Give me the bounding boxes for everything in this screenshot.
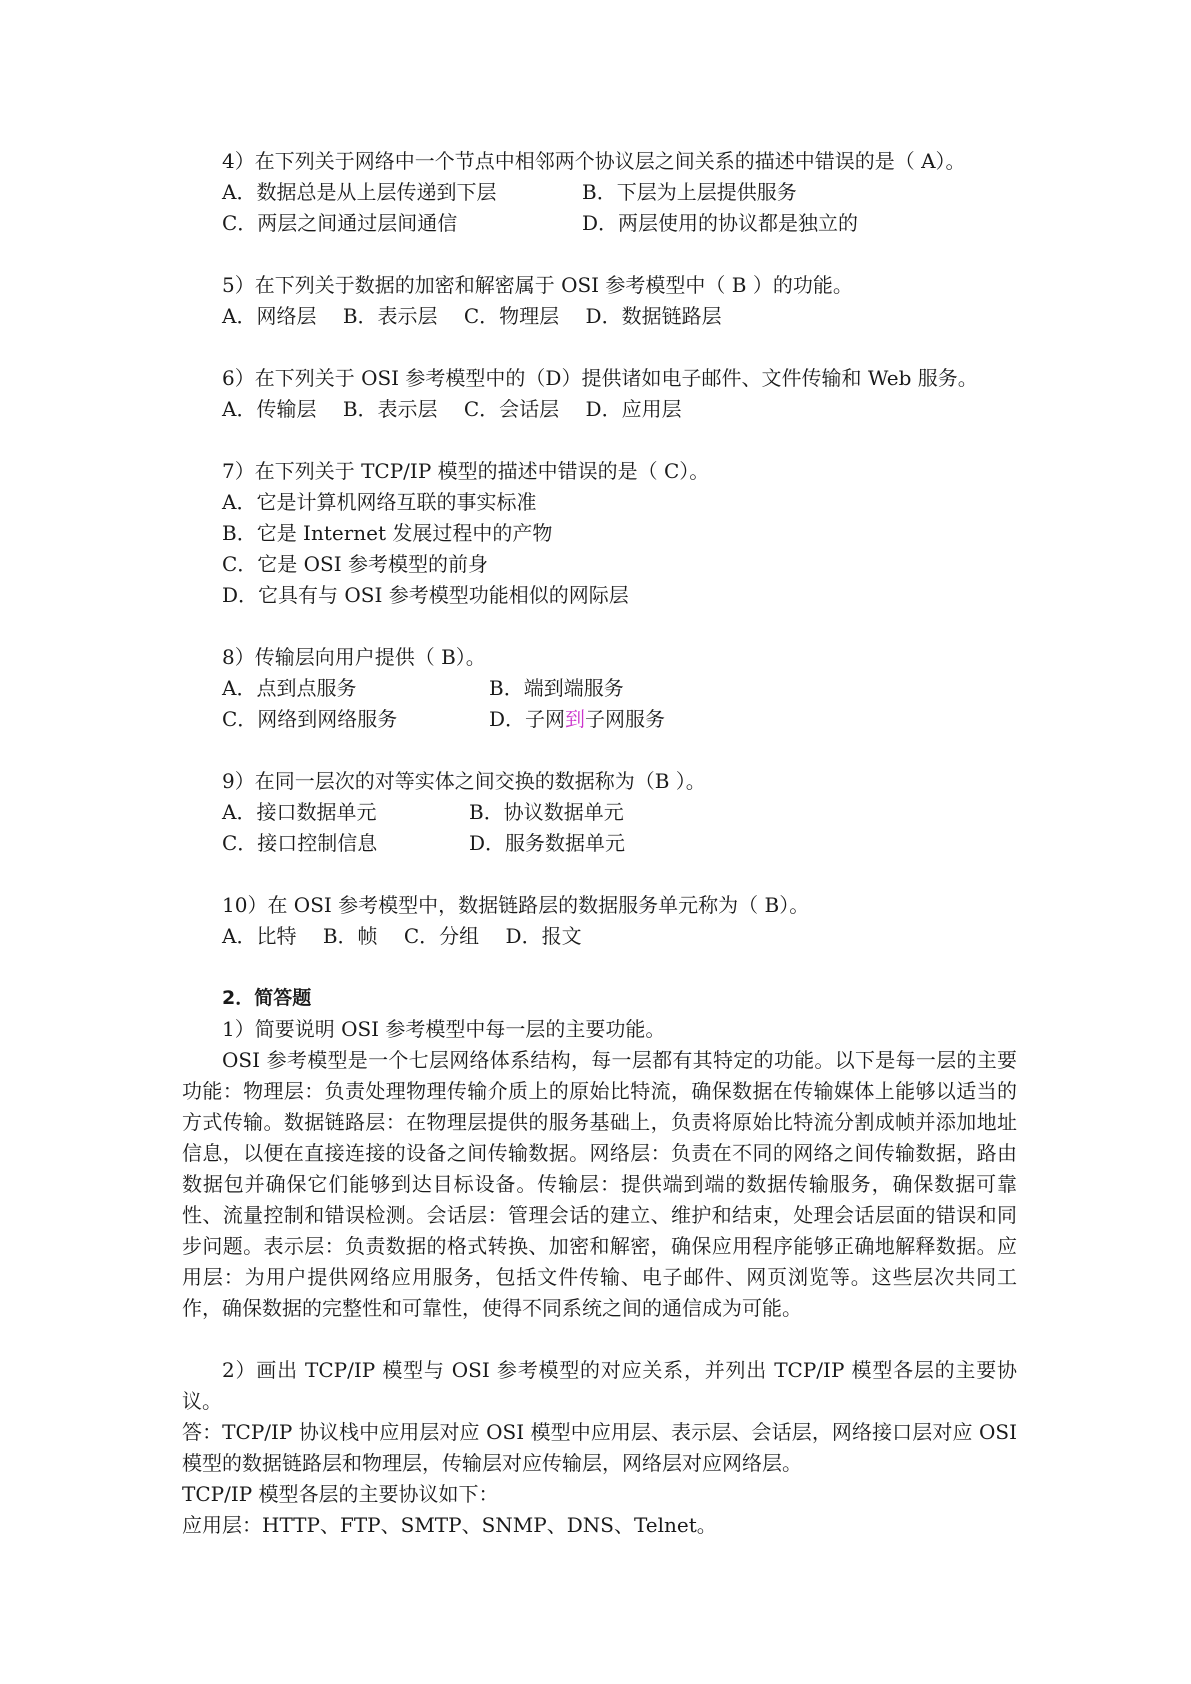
option-d: D．报文 (505, 924, 582, 948)
question-stem: 6）在下列关于 OSI 参考模型中的（D）提供诸如电子邮件、文件传输和 Web 服务。 (222, 366, 978, 390)
question-stem: 9）在同一层次的对等实体之间交换的数据称为（B ）。 (222, 769, 706, 793)
option-d-suffix: 子网服务 (585, 707, 666, 731)
option-row (182, 177, 1017, 208)
question-stem: 10）在 OSI 参考模型中，数据链路层的数据服务单元称为（ B）。 (222, 893, 810, 917)
option-row (182, 921, 1017, 952)
spacer (182, 1324, 1017, 1355)
option-c: C．会话层 (463, 397, 560, 421)
option-row (182, 673, 1017, 704)
option-d: D．它具有与 OSI 参考模型功能相似的网际层 (222, 583, 629, 607)
option-a: A．它是计算机网络互联的事实标准 (222, 490, 537, 514)
question-6 (182, 363, 1017, 425)
option-a: A．接口数据单元 (222, 800, 377, 824)
short-answer-question-1: 1）简要说明 OSI 参考模型中每一层的主要功能。 (222, 1017, 666, 1041)
option-row (182, 301, 1017, 332)
option-b: B．它是 Internet 发展过程中的产物 (222, 521, 553, 545)
option-b: B．表示层 (342, 304, 438, 328)
application-layer-protocols: 应用层：HTTP、FTP、SMTP、SNMP、DNS、Telnet。 (182, 1513, 717, 1537)
option-row (182, 208, 1017, 239)
question-4 (182, 146, 1017, 239)
option-c: C．两层之间通过层间通信 (222, 211, 458, 235)
option-a: A．比特 (222, 924, 297, 948)
option-b: B．协议数据单元 (469, 800, 624, 824)
question-7 (182, 456, 1017, 611)
document-content (182, 146, 1017, 1541)
option-c: C．分组 (403, 924, 480, 948)
option-c: C．网络到网络服务 (222, 707, 398, 731)
option-a: A．点到点服务 (222, 676, 357, 700)
option-row (182, 797, 1017, 828)
option-d: D．数据链路层 (585, 304, 722, 328)
section-title: 2．简答题 (222, 987, 312, 1009)
option-row (182, 704, 1017, 735)
option-d: D．两层使用的协议都是独立的 (582, 211, 859, 235)
option-d (489, 704, 665, 735)
protocols-heading: TCP/IP 模型各层的主要协议如下： (182, 1482, 499, 1506)
option-a: A．网络层 (222, 304, 317, 328)
option-c: C．接口控制信息 (222, 831, 378, 855)
option-b: B．表示层 (342, 397, 438, 421)
question-stem: 7）在下列关于 TCP/IP 模型的描述中错误的是（ C）。 (222, 459, 710, 483)
option-d: D．应用层 (585, 397, 682, 421)
option-b: B．下层为上层提供服务 (582, 180, 797, 204)
question-5 (182, 270, 1017, 332)
option-c: C．物理层 (463, 304, 560, 328)
option-c: C．它是 OSI 参考模型的前身 (222, 552, 489, 576)
short-answer-1-text: OSI 参考模型是一个七层网络体系结构，每一层都有其特定的功能。以下是每一层的主要功能：物理层：负责处理物理传输介质上的原始比特流，确保数据在传输媒体上能够以适当的方式传输。数据链路层：在物理层提供的服务基础上，负责将原始比特流分割成帧并添加地址信息，以便在直接连接的设备之间传输数据。网络层：负责在不同的网络之间传输数据，路由数据包并确保它们能够到达目标设备。传输层：提供端到端的数据传输服务，确保数据可靠性、流量控制和错误检测。会话层：管理会话的建立、维护和结束，处理会话层面的错误和同步问题。表示层：负责数据的格式转换、加密和解密，确保应用程序能够正确地解释数据。应用层：为用户提供网络应用服务，包括文件传输、电子邮件、网页浏览等。这些层次共同工作，确保数据的完整性和可靠性，使得不同系统之间的通信成为可能。 (182, 1048, 1017, 1320)
option-b: B．端到端服务 (489, 676, 624, 700)
short-answer-question-2: 2）画出 TCP/IP 模型与 OSI 参考模型的对应关系，并列出 TCP/IP 模型各层的主要协议。 (182, 1358, 1017, 1413)
option-row (182, 828, 1017, 859)
question-9 (182, 766, 1017, 859)
question-10 (182, 890, 1017, 952)
option-a: A．传输层 (222, 397, 317, 421)
question-8 (182, 642, 1017, 735)
option-d-prefix: D．子网 (489, 707, 566, 731)
question-stem: 5）在下列关于数据的加密和解密属于 OSI 参考模型中（ B ）的功能。 (222, 273, 853, 297)
short-answer-2-text: 答：TCP/IP 协议栈中应用层对应 OSI 模型中应用层、表示层、会话层，网络接口层对应 OSI 模型的数据链路层和物理层，传输层对应传输层，网络层对应网络层。 (182, 1420, 1017, 1475)
option-a: A．数据总是从上层传递到下层 (222, 180, 497, 204)
question-stem: 8）传输层向用户提供（ B）。 (222, 645, 486, 669)
option-b: B．帧 (322, 924, 378, 948)
option-d: D．服务数据单元 (469, 831, 626, 855)
highlighted-character: 到 (565, 707, 586, 731)
option-row (182, 394, 1017, 425)
question-stem: 4）在下列关于网络中一个节点中相邻两个协议层之间关系的描述中错误的是（ A）。 (222, 149, 966, 173)
